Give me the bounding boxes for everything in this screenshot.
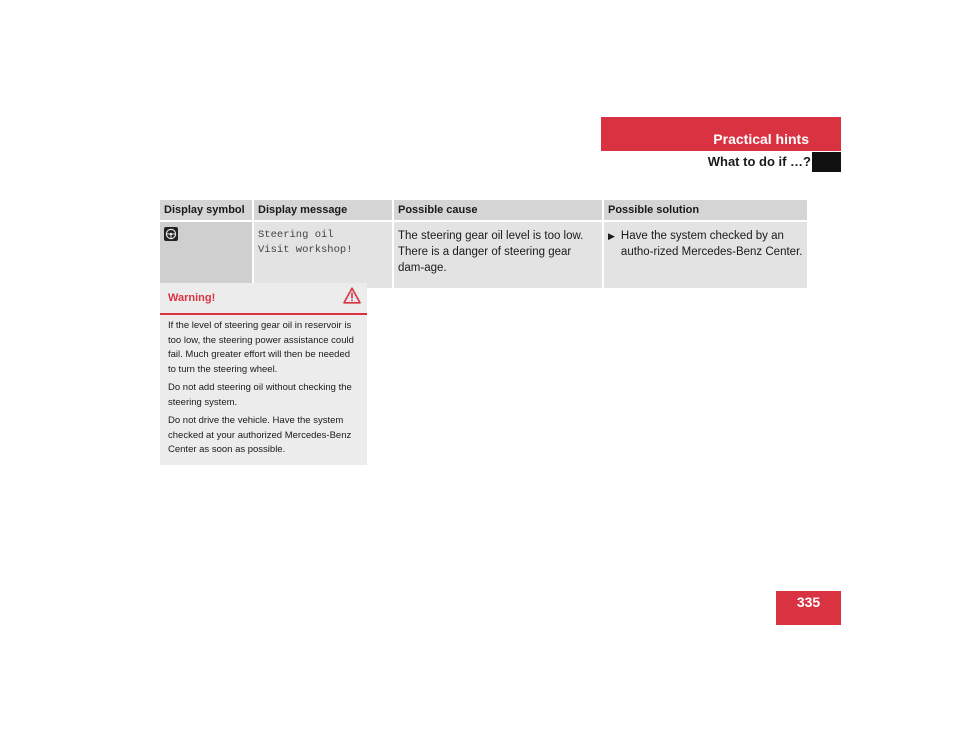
warning-triangle-icon: [343, 287, 361, 309]
warning-paragraph: Do not drive the vehicle. Have the system checked at your authorized Mercedes-Benz Center as soon as possible.: [168, 415, 352, 455]
cause-cell: The steering gear oil level is too low. There is a danger of steering gear dam-age.: [393, 221, 603, 288]
steering-wheel-icon: [164, 227, 178, 241]
warning-header: [160, 283, 367, 315]
message-cell: [253, 221, 393, 288]
section-title-bar: [601, 117, 841, 151]
bullet-triangle-icon: ▶: [608, 231, 615, 241]
col-display-symbol: Display symbol: [160, 200, 253, 221]
solution-cell: [603, 221, 807, 288]
warning-paragraph: If the level of steering gear oil in reservoir is too low, the steering power assistance could fail. Much greater effort will then be needed to turn the steering wheel.: [168, 320, 354, 375]
subsection-title: What to do if …?: [707, 154, 811, 169]
symbol-cell: [160, 221, 253, 288]
solution-text: Have the system checked by an autho-rized Mercedes-Benz Center.: [620, 230, 803, 258]
solution-item: [608, 228, 803, 260]
col-display-message: Display message: [253, 200, 393, 221]
warning-body: [160, 315, 367, 458]
header-marker: [812, 152, 841, 172]
section-title: Practical hints: [713, 131, 809, 147]
message-line: Steering oil: [258, 229, 334, 241]
table-header-row: [160, 200, 807, 221]
warning-paragraph: Do not add steering oil without checking the steering system.: [168, 382, 352, 408]
col-possible-cause: Possible cause: [393, 200, 603, 221]
table-row: [160, 221, 807, 288]
warning-title: Warning!: [168, 292, 216, 304]
page-number: 335: [776, 591, 841, 625]
col-possible-solution: Possible solution: [603, 200, 807, 221]
message-line: Visit workshop!: [258, 244, 353, 256]
diagnostic-table: [160, 200, 807, 288]
warning-box: [160, 283, 367, 465]
